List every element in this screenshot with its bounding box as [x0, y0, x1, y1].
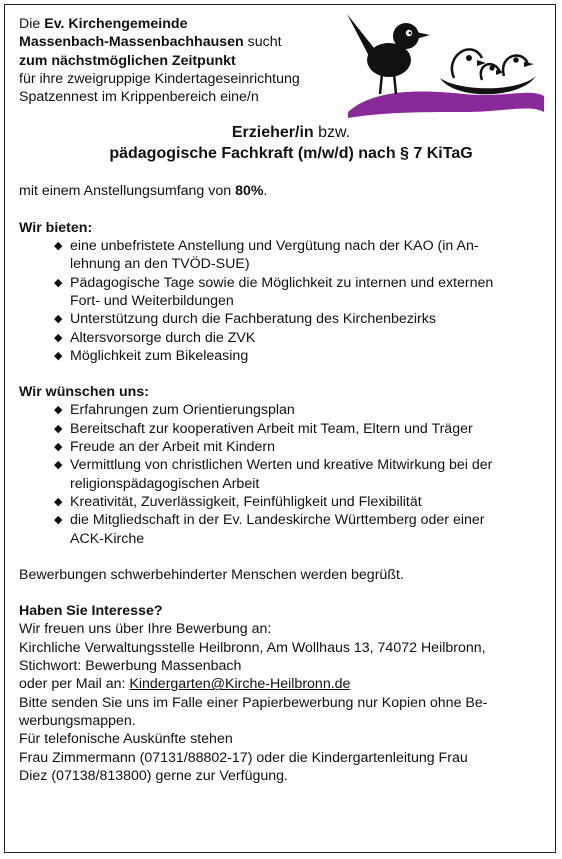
bullet-icon: ◆ — [54, 331, 63, 344]
bullet-icon: ◆ — [54, 349, 63, 362]
contact-heading: Haben Sie Interesse? — [19, 603, 163, 620]
list-item: ◆ Erfahrungen zum Orientierungsplan — [54, 402, 295, 419]
offer-heading: Wir bieten: — [19, 219, 93, 236]
email-link[interactable]: Kindergarten@Kirche-Heilbronn.de — [129, 676, 351, 693]
list-item: ◆ Vermittlung von christlichen Werten und kreative Mitwirkung bei der — [54, 457, 493, 474]
list-item: ◆ Möglichkeit zum Bikeleasing — [54, 347, 249, 364]
bullet-icon: ◆ — [54, 404, 63, 417]
intro-line — [19, 52, 349, 70]
list-item: ◆ Bereitschaft zur kooperativen Arbeit mit Team, Eltern und Träger — [54, 420, 473, 437]
list-item: ◆ Pädagogische Tage sowie die Möglichkeit zu internen und externen — [54, 274, 494, 291]
contact-keyword: Stichwort: Bewerbung Massenbach — [19, 658, 242, 675]
bullet-icon: ◆ — [54, 240, 63, 253]
list-item: ◆ Kreativität, Zuverlässigkeit, Feinfühligkeit und Flexibilität — [54, 493, 422, 510]
intro-line: Spatzennest im Krippenbereich eine/n — [19, 89, 259, 106]
ad-content — [19, 15, 549, 785]
list-item-continued: ACK-Kirche — [70, 530, 145, 547]
church-place: Massenbach-Massenbachhausen — [19, 34, 244, 51]
contact-line: Bitte senden Sie uns im Falle einer Papierbewerbung nur Kopien ohne Be- — [19, 694, 488, 711]
bullet-icon: ◆ — [54, 276, 63, 289]
job-title-line: pädagogische Fachkraft (m/w/d) nach § 7 KiTaG — [109, 145, 473, 163]
contact-line: Frau Zimmermann (07131/88802-17) oder die Kindergartenleitung Frau — [19, 749, 468, 766]
intro-line: für ihre zweigruppige Kindertageseinrichtung — [19, 70, 300, 87]
intro-line: Die Ev. Kirchengemeinde — [19, 16, 188, 32]
list-item-continued: lehnung an den TVÖD-SUE) — [70, 256, 250, 273]
disability-note: Bewerbungen schwerbehinderter Menschen werden begrüßt. — [19, 566, 404, 583]
job-title-line: Erzieher/in bzw. — [231, 124, 351, 142]
bullet-icon: ◆ — [54, 495, 63, 508]
contact-mail-line: oder per Mail an: Kindergarten@Kirche-Heilbronn.de — [19, 676, 351, 693]
contact-line: Für telefonische Auskünfte stehen — [19, 731, 233, 748]
contact-line: werbungsmappen. — [19, 712, 136, 729]
intro-block — [19, 15, 349, 106]
wish-heading: Wir wünschen uns: — [19, 384, 149, 401]
list-item: ◆ eine unbefristete Anstellung und Vergütung nach der KAO (in An- — [54, 238, 479, 255]
wish-list — [19, 401, 549, 547]
list-item: ◆ Freude an der Arbeit mit Kindern — [54, 439, 276, 456]
intro-line: Massenbach-Massenbachhausen sucht — [19, 34, 282, 51]
contact-line: Diez (07138/813800) gerne zur Verfügung. — [19, 767, 288, 784]
bullet-icon: ◆ — [54, 422, 63, 435]
bullet-icon: ◆ — [54, 459, 63, 472]
offer-list — [19, 237, 549, 365]
list-item: ◆ Altersvorsorge durch die ZVK — [54, 329, 256, 346]
scope-line: mit einem Anstellungsumfang von 80%. — [19, 183, 268, 200]
job-title — [19, 122, 549, 164]
bullet-icon: ◆ — [54, 514, 63, 527]
bullet-icon: ◆ — [54, 313, 63, 326]
list-item: ◆ die Mitgliedschaft in der Ev. Landeskirche Württemberg oder einer — [54, 512, 485, 529]
contact-line: Wir freuen uns über Ihre Bewerbung an: — [19, 621, 272, 638]
bullet-icon: ◆ — [54, 441, 63, 454]
contact-address: Kirchliche Verwaltungsstelle Heilbronn, Am Wollhaus 13, 74072 Heilbronn, — [19, 639, 486, 656]
list-item-continued: Fort- und Weiterbildungen — [70, 292, 234, 309]
scope-value: 80% — [235, 183, 264, 200]
list-item: ◆ Unterstützung durch die Fachberatung des Kirchenbezirks — [54, 311, 436, 328]
start-date: zum nächstmöglichen Zeitpunkt — [19, 52, 236, 69]
list-item-continued: religionspädagogischen Arbeit — [70, 475, 260, 492]
church-name: Ev. Kirchengemeinde — [44, 16, 188, 32]
